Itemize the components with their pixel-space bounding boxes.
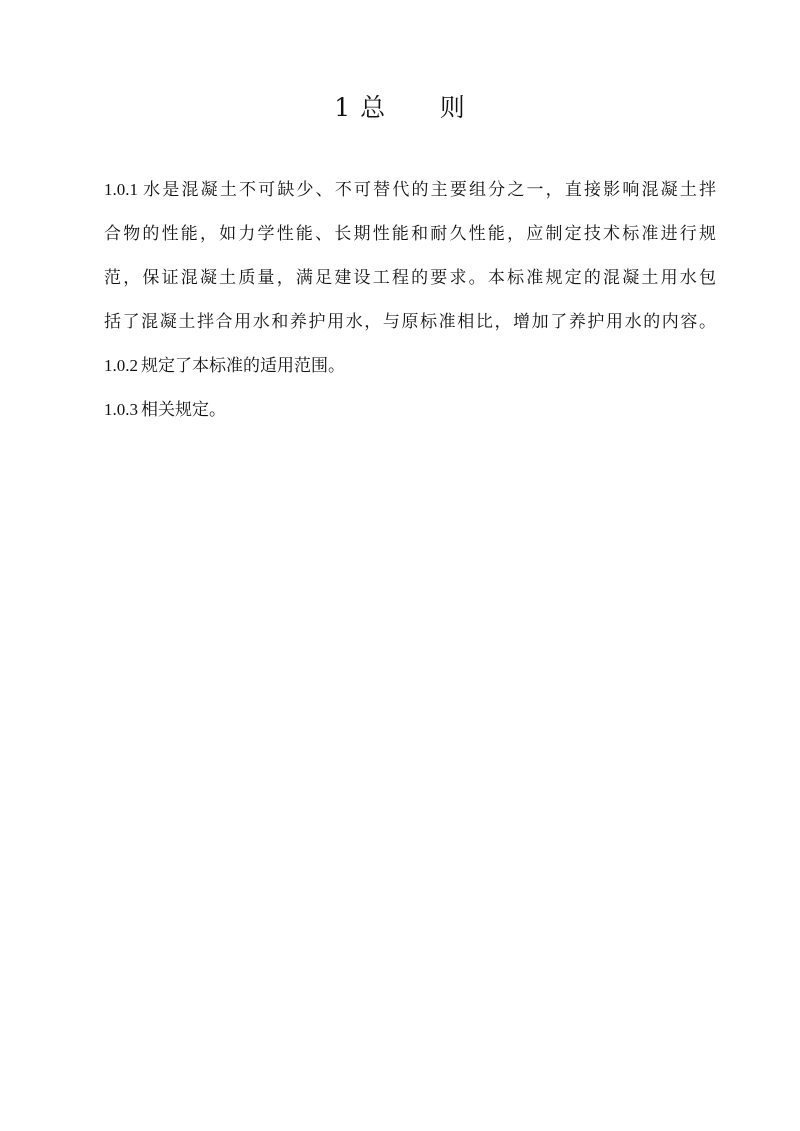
clause-number: 1.0.3 [104, 400, 138, 419]
chapter-body [104, 174, 716, 438]
clause-1-0-3 [104, 394, 716, 438]
clause-text: 规定了本标准的适用范围。 [141, 356, 345, 376]
clause-1-0-1-line-1 [104, 174, 716, 218]
clause-text: 水是混凝土不可缺少、不可替代的主要组分之一，直接影响混凝土拌 [141, 180, 716, 200]
clause-number: 1.0.1 [104, 180, 138, 199]
clause-text: 范，保证混凝土质量，满足建设工程的要求。本标准规定的混凝土用水包 [104, 268, 716, 288]
clause-text: 括了混凝土拌合用水和养护用水，与原标准相比，增加了养护用水的内容。 [104, 312, 716, 332]
chapter-title: 1 总 则 [334, 93, 466, 122]
clause-text: 相关规定。 [141, 400, 226, 420]
clause-1-0-1-line-3 [104, 262, 716, 306]
clause-1-0-1-line-2 [104, 218, 716, 262]
clause-text: 合物的性能，如力学性能、长期性能和耐久性能，应制定技术标准进行规 [104, 224, 716, 244]
clause-number: 1.0.2 [104, 356, 138, 375]
clause-1-0-1-line-4 [104, 306, 716, 350]
clause-1-0-2 [104, 350, 716, 394]
